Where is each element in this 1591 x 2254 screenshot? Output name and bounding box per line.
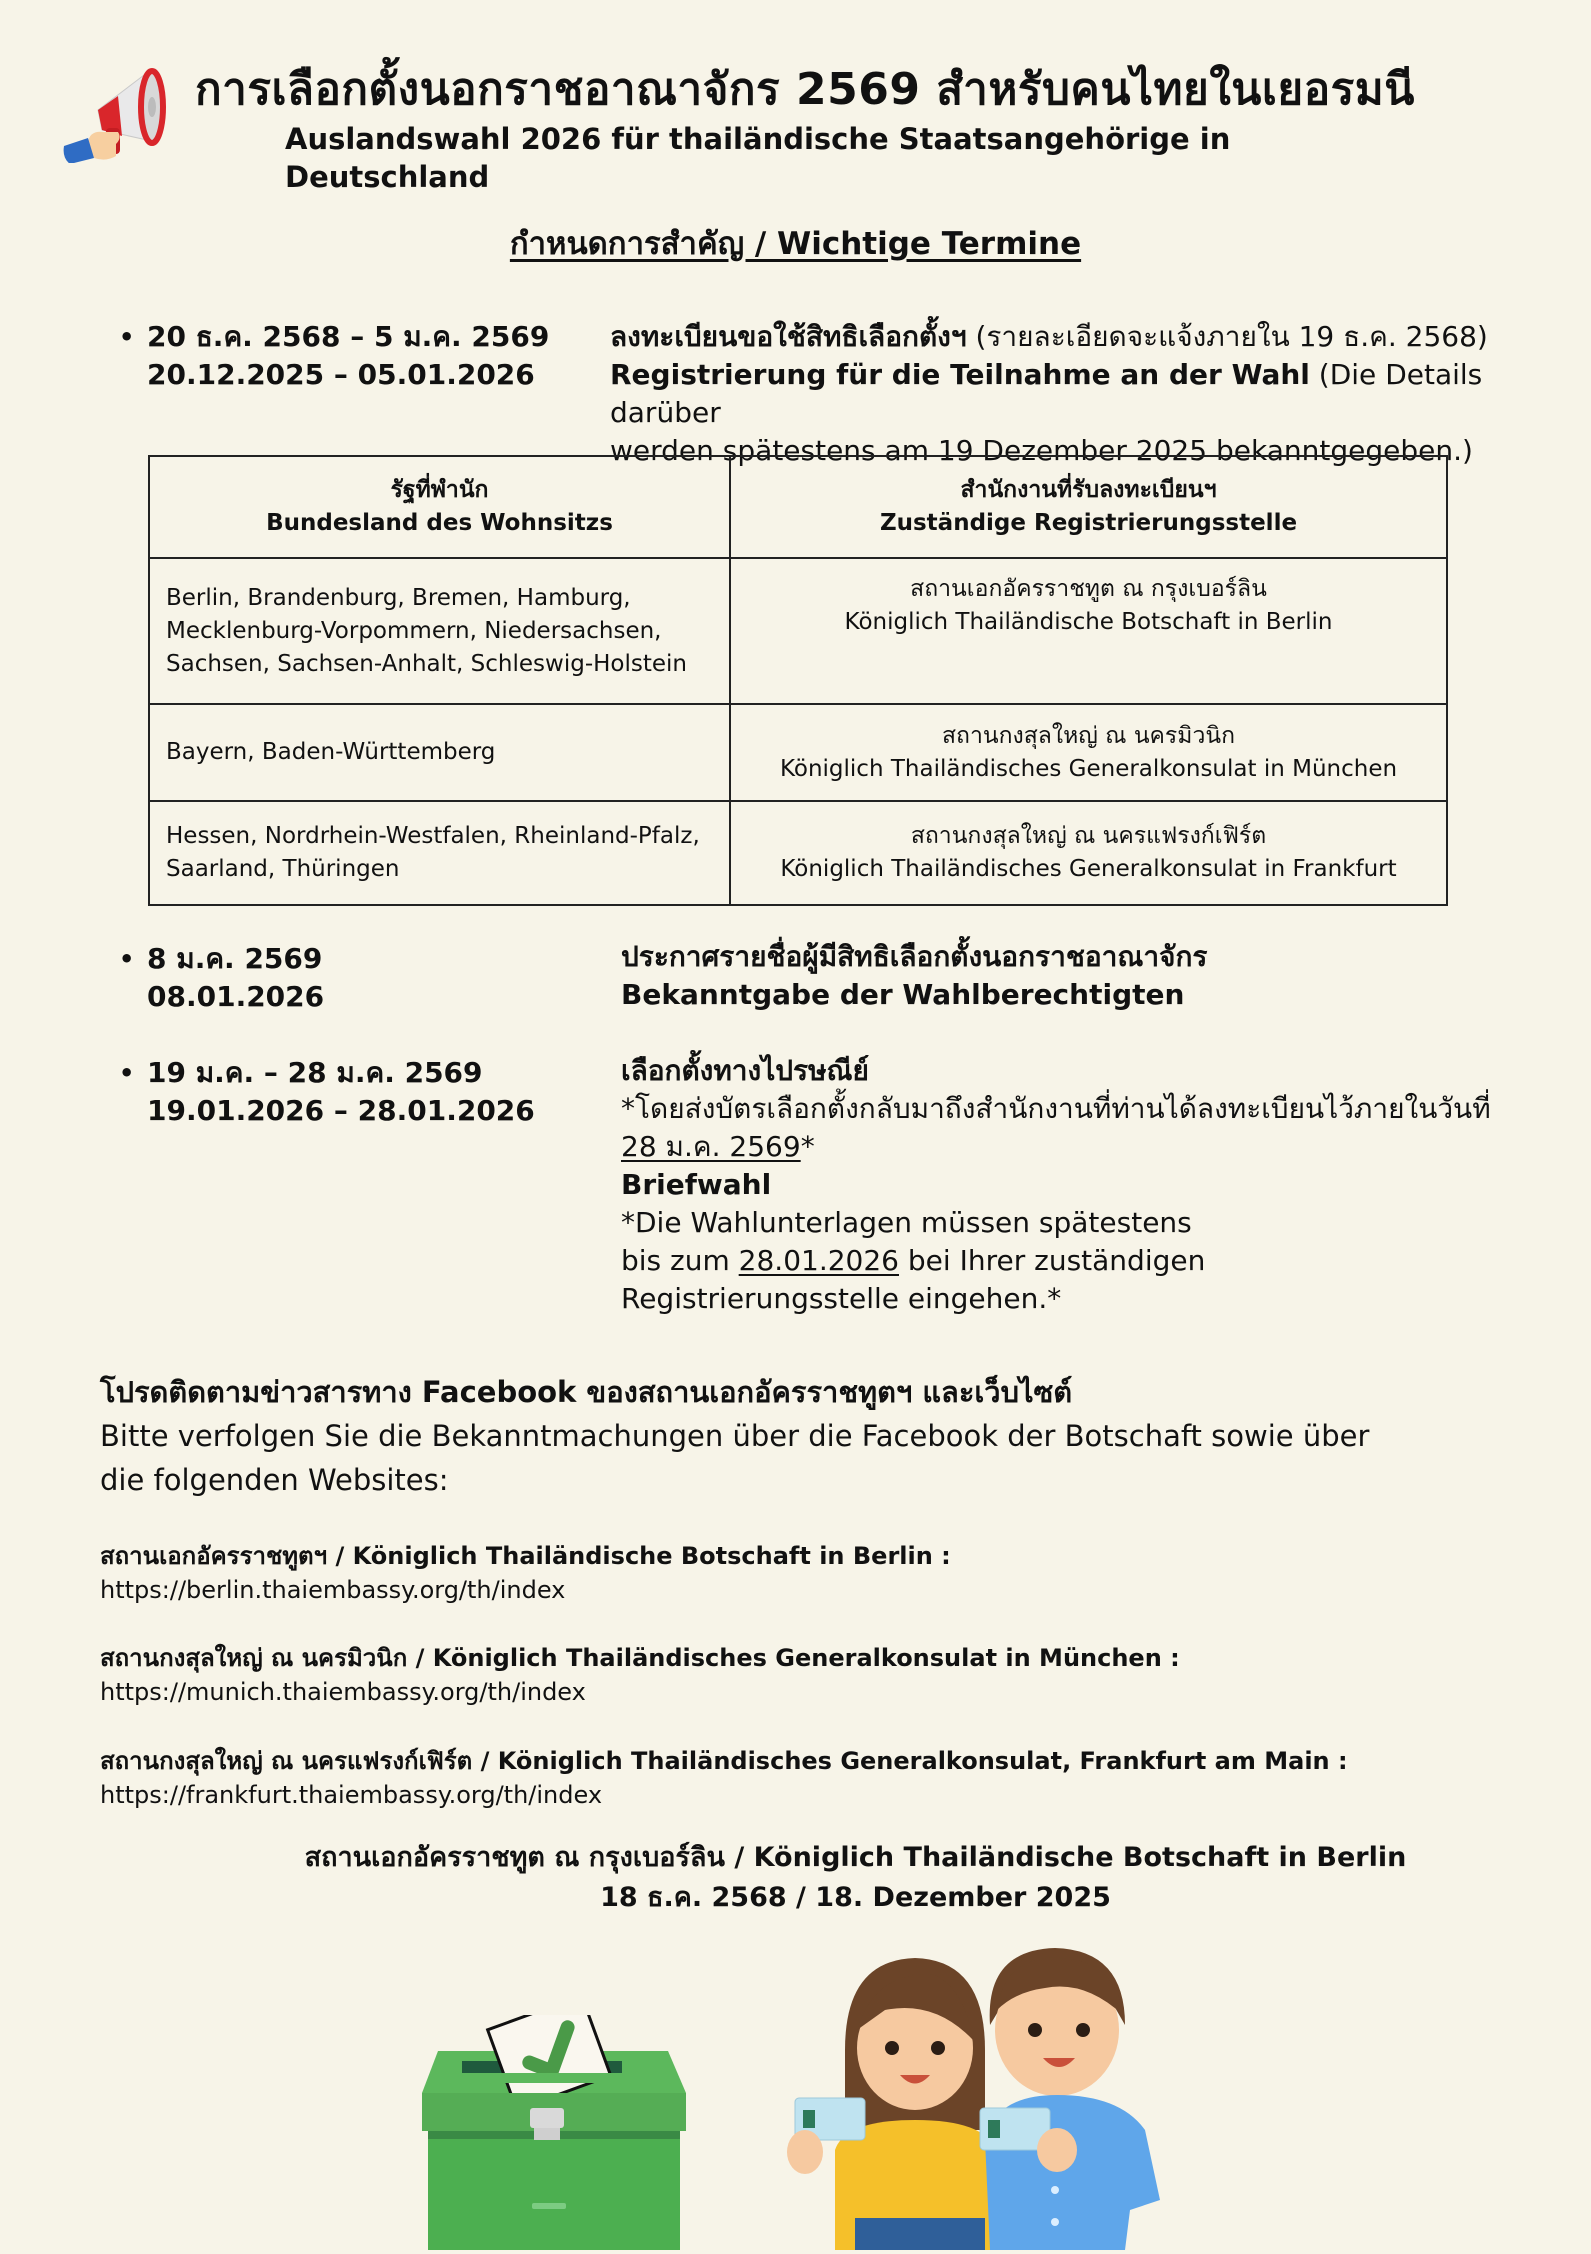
- header-thai: สำนักงานที่รับลงทะเบียนฯ: [960, 477, 1217, 503]
- office-cell: [730, 704, 1447, 801]
- state-line: Mecklenburg-Vorpommern, Niedersachsen,: [166, 617, 662, 644]
- website-label: สถานกงสุลใหญ่ ณ นครแฟรงก์เฟิร์ต / Königlich Thailändisches Generalkonsulat, Frankfurt am Main :: [100, 1747, 1348, 1775]
- website-entry: [100, 1744, 1500, 1812]
- issue-date: 18 ธ.ค. 2568 / 18. Dezember 2025: [600, 1882, 1111, 1913]
- event-description: [610, 318, 1510, 470]
- event-date: [119, 1054, 587, 1130]
- follow-notice-thai: โปรดติดตามข่าวสารทาง Facebook ของสถานเอกอัครราชทูตฯ และเว็บไซต์: [100, 1375, 1073, 1409]
- event-title-thai: ลงทะเบียนขอใช้สิทธิเลือกตั้งฯ: [610, 320, 967, 353]
- table-header-row: [149, 456, 1447, 558]
- state-line: Sachsen, Sachsen-Anhalt, Schleswig-Holstein: [166, 650, 688, 677]
- deadline-thai: 28 ม.ค. 2569: [621, 1130, 801, 1163]
- event-date-thai: 20 ธ.ค. 2568 – 5 ม.ค. 2569: [147, 320, 550, 353]
- event-date-german: 08.01.2026: [147, 980, 325, 1013]
- state-line: Saarland, Thüringen: [166, 856, 400, 882]
- bullet-icon: •: [119, 323, 135, 351]
- event-description: [621, 1052, 1521, 1318]
- registration-table: [148, 455, 1448, 906]
- states-cell: [149, 704, 730, 801]
- office-german: Königlich Thailändisches Generalkonsulat in München: [779, 755, 1398, 782]
- states-cell: [149, 801, 730, 905]
- event-note-thai: *โดยส่งบัตรเลือกตั้งกลับมาถึงสำนักงานที่ท่านได้ลงทะเบียนไว้ภายในวันที่: [621, 1092, 1491, 1125]
- states-cell: [149, 558, 730, 704]
- event-note-german: (Die Details darüber: [610, 358, 1483, 429]
- issuer: สถานเอกอัครราชทูต ณ กรุงเบอร์ลิน / Königlich Thailändische Botschaft in Berlin: [304, 1842, 1407, 1873]
- follow-line: die folgenden Websites:: [100, 1463, 449, 1497]
- megaphone-icon: [60, 58, 185, 163]
- table-row: [149, 801, 1447, 905]
- event-note-thai: (รายละเอียดจะแจ้งภายใน 19 ธ.ค. 2568): [975, 320, 1488, 353]
- section-title: กำหนดการสำคัญ / Wichtige Termine: [509, 226, 1082, 262]
- website-entry: [100, 1641, 1500, 1709]
- table-row: [149, 704, 1447, 801]
- event-title-german: Registrierung für die Teilnahme an der Wahl: [610, 358, 1310, 391]
- event-date-german: 20.12.2025 – 05.01.2026: [147, 358, 535, 391]
- event-date-thai: 19 ม.ค. – 28 ม.ค. 2569: [147, 1056, 483, 1089]
- website-entry: [100, 1539, 1500, 1607]
- office-cell: [730, 558, 1447, 704]
- bullet-icon: •: [119, 945, 135, 973]
- table-header: [149, 456, 730, 558]
- signature-block: [0, 1838, 1591, 1918]
- event-note-german-cont: Registrierungsstelle eingehen.*: [621, 1282, 1062, 1315]
- event-note-german-cont: werden spätestens am 19 Dezember 2025 bekanntgegeben.): [610, 434, 1473, 467]
- office-german: Königlich Thailändische Botschaft in Berlin: [844, 609, 1333, 635]
- voters-with-id-cards-illustration: [785, 1930, 1185, 2250]
- table-row: [149, 558, 1447, 704]
- office-cell: [730, 801, 1447, 905]
- event-title-thai: ประกาศรายชื่อผู้มีสิทธิเลือกตั้งนอกราชอาณาจักร: [621, 940, 1208, 973]
- title-thai: การเลือกตั้งนอกราชอาณาจักร 2569 สำหรับคนไทยในเยอรมนี: [195, 64, 1415, 115]
- bullet-icon: •: [119, 1059, 135, 1087]
- note-text: bei Ihrer zuständigen: [907, 1244, 1206, 1277]
- header-thai: รัฐที่พำนัก: [390, 477, 489, 503]
- follow-notice-german: [100, 1414, 1420, 1502]
- office-thai: สถานกงสุลใหญ่ ณ นครแฟรงก์เฟิร์ต: [910, 823, 1267, 849]
- event-title-thai: เลือกตั้งทางไปรษณีย์: [621, 1054, 869, 1087]
- state-line: Berlin, Brandenburg, Bremen, Hamburg,: [166, 584, 631, 611]
- deadline-german: 28.01.2026: [738, 1244, 899, 1277]
- header-german: Zuständige Registrierungsstelle: [879, 510, 1298, 536]
- office-german: Königlich Thailändisches Generalkonsulat in Frankfurt: [780, 856, 1397, 882]
- header-german: Bundesland des Wohnsitzs: [266, 510, 613, 536]
- event-description: [621, 938, 1501, 1014]
- table-header: [730, 456, 1447, 558]
- follow-line: Bitte verfolgen Sie die Bekanntmachungen über die Facebook der Botschaft sowie über: [100, 1419, 1370, 1453]
- event-title-german: Briefwahl: [621, 1168, 772, 1201]
- office-thai: สถานกงสุลใหญ่ ณ นครมิวนิก: [941, 722, 1236, 749]
- asterisk: *: [800, 1130, 815, 1163]
- event-note-german: *Die Wahlunterlagen müssen spätestens: [621, 1206, 1192, 1239]
- website-link[interactable]: https://frankfurt.thaiembassy.org/th/index: [100, 1781, 603, 1809]
- ballot-box-icon: [400, 2015, 700, 2250]
- event-date-thai: 8 ม.ค. 2569: [147, 942, 323, 975]
- website-label: สถานเอกอัครราชทูตฯ / Königlich Thailändische Botschaft in Berlin :: [100, 1542, 951, 1570]
- website-link[interactable]: https://berlin.thaiembassy.org/th/index: [100, 1576, 566, 1604]
- title-german: Auslandswahl 2026 für thailändische Staatsangehörige in Deutschland: [285, 122, 1231, 194]
- event-date: [119, 318, 587, 394]
- event-date-german: 19.01.2026 – 28.01.2026: [147, 1094, 535, 1127]
- state-line: Hessen, Nordrhein-Westfalen, Rheinland-Pfalz,: [166, 823, 700, 849]
- event-date: [119, 940, 587, 1016]
- website-label: สถานกงสุลใหญ่ ณ นครมิวนิก / Königlich Thailändisches Generalkonsulat in München :: [100, 1644, 1180, 1672]
- state-line: Bayern, Baden-Württemberg: [166, 739, 496, 765]
- event-title-german: Bekanntgabe der Wahlberechtigten: [621, 978, 1185, 1011]
- note-text: bis zum: [621, 1244, 730, 1277]
- website-link[interactable]: https://munich.thaiembassy.org/th/index: [100, 1678, 586, 1706]
- office-thai: สถานเอกอัครราชทูต ณ กรุงเบอร์ลิน: [910, 576, 1267, 602]
